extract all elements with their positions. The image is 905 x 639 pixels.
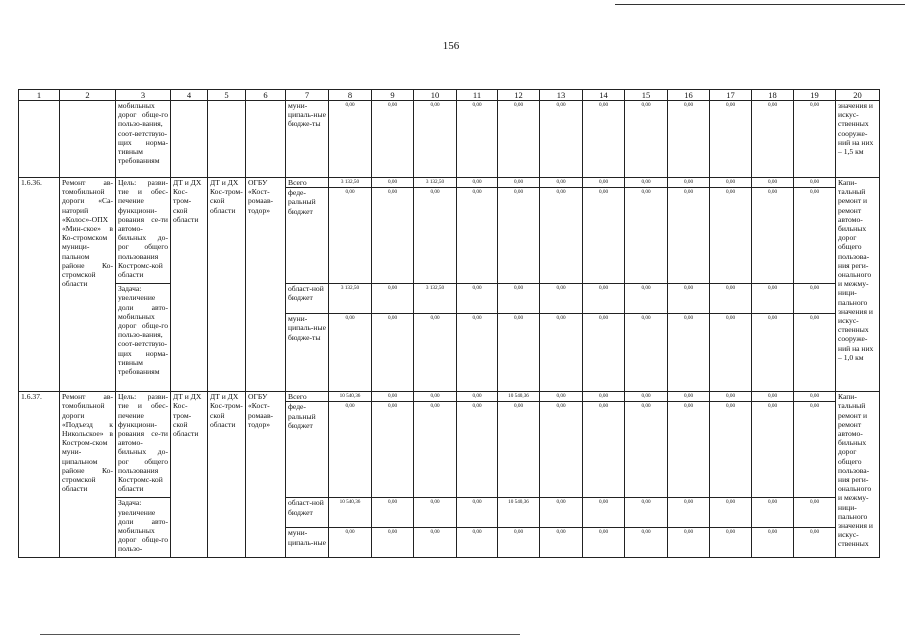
- budget-label: муни-ципаль-ные бюдже-ты: [286, 314, 329, 392]
- executor-1: ДТ и ДХ Кос-тром-ской области: [171, 392, 208, 558]
- value-cell: 0,00: [752, 314, 794, 392]
- col-header: 10: [414, 90, 457, 101]
- budget-label: муни-ципаль-ные бюдже-ты: [286, 101, 329, 178]
- value-cell: 0,00: [752, 101, 794, 178]
- value-cell: 0,00: [372, 402, 414, 498]
- value-cell: 0,00: [457, 314, 498, 392]
- value-cell: 10 540,36: [329, 392, 372, 402]
- value-cell: 0,00: [668, 188, 710, 284]
- col-header: 18: [752, 90, 794, 101]
- task-text: Задача: увеличение доли авто-мобильных дорог обще-го пользо-вания, соот-ветствую-щих норма-тивным требованиям: [116, 284, 171, 392]
- value-cell: 0,00: [752, 284, 794, 314]
- col-header: 6: [246, 90, 286, 101]
- value-cell: 0,00: [668, 392, 710, 402]
- col-header: 11: [457, 90, 498, 101]
- bottom-rule: [40, 634, 520, 635]
- value-cell: 0,00: [540, 528, 583, 558]
- column-number-row: [19, 90, 880, 101]
- value-cell: 0,00: [668, 101, 710, 178]
- value-cell: 0,00: [457, 188, 498, 284]
- col-header: 2: [60, 90, 116, 101]
- value-cell: 0,00: [752, 392, 794, 402]
- col-header: 5: [208, 90, 246, 101]
- value-cell: 0,00: [583, 528, 625, 558]
- value-cell: 0,00: [625, 178, 668, 188]
- value-cell: 0,00: [710, 314, 752, 392]
- value-cell: 0,00: [668, 284, 710, 314]
- budget-label: Всего: [286, 178, 329, 188]
- value-cell: 0,00: [710, 528, 752, 558]
- value-cell: 0,00: [625, 392, 668, 402]
- value-cell: 0,00: [498, 188, 540, 284]
- value-cell: 0,00: [794, 498, 836, 528]
- value-cell: 0,00: [625, 528, 668, 558]
- budget-label: област-ной бюджет: [286, 284, 329, 314]
- indicator-text: Капи-тальный ремонт и ремонт автомо-бильных дорог общего пользова-ния реги-онального и межму-ници-пального значения и искус-ственных сооруже-ний на них – 1,0 км: [836, 178, 880, 392]
- col-header: 15: [625, 90, 668, 101]
- table-row: [19, 284, 880, 314]
- task-text: Задача: увеличение доли авто-мобильных дорог обще-го пользо-: [116, 498, 171, 558]
- value-cell: 0,00: [794, 284, 836, 314]
- top-rule: [615, 4, 905, 5]
- value-cell: 0,00: [668, 498, 710, 528]
- col-header: 20: [836, 90, 880, 101]
- value-cell: 0,00: [583, 188, 625, 284]
- value-cell: 0,00: [372, 392, 414, 402]
- value-cell: 3 132,50: [329, 284, 372, 314]
- value-cell: 0,00: [457, 284, 498, 314]
- budget-label: област-ной бюджет: [286, 498, 329, 528]
- value-cell: 0,00: [583, 498, 625, 528]
- value-cell: 0,00: [372, 284, 414, 314]
- task-text: мобильных дорог обще-го пользо-вания, соот-ветствую-щих норма-тивным требованиям: [116, 101, 171, 178]
- col-header: 8: [329, 90, 372, 101]
- value-cell: 10 540,36: [498, 392, 540, 402]
- value-cell: 0,00: [498, 402, 540, 498]
- value-cell: 0,00: [414, 188, 457, 284]
- value-cell: 0,00: [710, 402, 752, 498]
- value-cell: 0,00: [329, 402, 372, 498]
- value-cell: 0,00: [794, 402, 836, 498]
- table-row: [19, 498, 880, 528]
- value-cell: 3 132,50: [414, 284, 457, 314]
- item-name: Ремонт ав-томобильной дороги «Са-наторий «Колос»-ОПХ «Мин-ское» в Ко-стромском муници-пальном районе Ко-стромской области: [60, 178, 116, 392]
- col-header: 14: [583, 90, 625, 101]
- budget-label: Всего: [286, 392, 329, 402]
- table-row: [19, 178, 880, 188]
- col-header: 7: [286, 90, 329, 101]
- value-cell: 0,00: [498, 178, 540, 188]
- value-cell: 3 132,50: [329, 178, 372, 188]
- col-header: 1: [19, 90, 60, 101]
- executor-3: ОГБУ «Кост-ромаав-тодор»: [246, 392, 286, 558]
- value-cell: 0,00: [414, 314, 457, 392]
- value-cell: 0,00: [540, 178, 583, 188]
- value-cell: 10 540,36: [329, 498, 372, 528]
- col-header: 9: [372, 90, 414, 101]
- value-cell: 0,00: [625, 188, 668, 284]
- value-cell: 0,00: [752, 528, 794, 558]
- value-cell: 0,00: [625, 101, 668, 178]
- value-cell: 0,00: [329, 101, 372, 178]
- table-row: [19, 392, 880, 402]
- value-cell: 10 540,36: [498, 498, 540, 528]
- value-cell: 0,00: [498, 284, 540, 314]
- col-header: 3: [116, 90, 171, 101]
- value-cell: 0,00: [372, 498, 414, 528]
- value-cell: 0,00: [710, 498, 752, 528]
- value-cell: 0,00: [540, 402, 583, 498]
- value-cell: 0,00: [414, 402, 457, 498]
- value-cell: 3 132,50: [414, 178, 457, 188]
- value-cell: 0,00: [498, 528, 540, 558]
- value-cell: 0,00: [794, 101, 836, 178]
- executor-3: ОГБУ «Кост-ромаав-тодор»: [246, 178, 286, 392]
- col-header: 12: [498, 90, 540, 101]
- value-cell: 0,00: [794, 392, 836, 402]
- executor-1: ДТ и ДХ Кос-тром-ской области: [171, 178, 208, 392]
- value-cell: 0,00: [794, 528, 836, 558]
- value-cell: 0,00: [498, 101, 540, 178]
- value-cell: 0,00: [710, 284, 752, 314]
- value-cell: 0,00: [457, 402, 498, 498]
- indicator-text: значения и искус-ственных сооруже-ний на них – 1,5 км: [836, 101, 880, 178]
- value-cell: 0,00: [752, 402, 794, 498]
- value-cell: 0,00: [414, 528, 457, 558]
- value-cell: 0,00: [457, 498, 498, 528]
- budget-label: муни-ципаль-ные: [286, 528, 329, 558]
- value-cell: 0,00: [329, 188, 372, 284]
- value-cell: 0,00: [414, 392, 457, 402]
- col-header: 13: [540, 90, 583, 101]
- value-cell: 0,00: [752, 178, 794, 188]
- value-cell: 0,00: [625, 498, 668, 528]
- value-cell: 0,00: [668, 314, 710, 392]
- value-cell: 0,00: [794, 178, 836, 188]
- value-cell: 0,00: [583, 402, 625, 498]
- value-cell: 0,00: [540, 188, 583, 284]
- value-cell: 0,00: [540, 101, 583, 178]
- value-cell: 0,00: [540, 314, 583, 392]
- value-cell: 0,00: [372, 528, 414, 558]
- budget-label: феде-ральный бюджет: [286, 188, 329, 284]
- goal-text: Цель: разви-тие и обес-печение функциони-рования се-ти автомо-бильных до-рог общего пользования Костромс-кой области: [116, 178, 171, 284]
- value-cell: 0,00: [583, 101, 625, 178]
- value-cell: 0,00: [752, 498, 794, 528]
- value-cell: 0,00: [457, 528, 498, 558]
- value-cell: 0,00: [457, 178, 498, 188]
- value-cell: 0,00: [414, 498, 457, 528]
- value-cell: 0,00: [752, 188, 794, 284]
- value-cell: 0,00: [625, 314, 668, 392]
- value-cell: 0,00: [540, 498, 583, 528]
- value-cell: 0,00: [540, 392, 583, 402]
- item-number: 1.6.36.: [19, 178, 60, 392]
- value-cell: 0,00: [498, 314, 540, 392]
- value-cell: 0,00: [710, 178, 752, 188]
- value-cell: 0,00: [372, 314, 414, 392]
- value-cell: 0,00: [583, 284, 625, 314]
- value-cell: 0,00: [372, 101, 414, 178]
- goal-text: Цель: разви-тие и обес-печение функциони-рования се-ти автомо-бильных до-рог общего пользования Костромс-кой области: [116, 392, 171, 498]
- value-cell: 0,00: [540, 284, 583, 314]
- executor-2: ДТ и ДХ Кос-тром-ской области: [208, 392, 246, 558]
- value-cell: 0,00: [668, 178, 710, 188]
- value-cell: 0,00: [329, 314, 372, 392]
- value-cell: 0,00: [625, 402, 668, 498]
- value-cell: 0,00: [710, 101, 752, 178]
- item-name: Ремонт ав-томобильной дороги «Подъезд к Никольское» в Костром-ском муни-ципальном районе Ко-стромской области: [60, 392, 116, 558]
- value-cell: 0,00: [457, 101, 498, 178]
- value-cell: 0,00: [583, 178, 625, 188]
- value-cell: 0,00: [710, 392, 752, 402]
- value-cell: 0,00: [583, 392, 625, 402]
- value-cell: 0,00: [794, 188, 836, 284]
- value-cell: 0,00: [583, 314, 625, 392]
- value-cell: 0,00: [794, 314, 836, 392]
- indicator-text: Капи-тальный ремонт и ремонт автомо-бильных дорог общего пользова-ния реги-онального и межму-ници-пального значения и искус-ственных: [836, 392, 880, 558]
- value-cell: 0,00: [668, 402, 710, 498]
- page-number: 156: [442, 40, 460, 52]
- value-cell: 0,00: [457, 392, 498, 402]
- value-cell: 0,00: [668, 528, 710, 558]
- col-header: 19: [794, 90, 836, 101]
- value-cell: 0,00: [372, 188, 414, 284]
- value-cell: 0,00: [329, 528, 372, 558]
- value-cell: 0,00: [414, 101, 457, 178]
- table-row: [19, 101, 880, 178]
- value-cell: 0,00: [710, 188, 752, 284]
- col-header: 4: [171, 90, 208, 101]
- value-cell: 0,00: [372, 178, 414, 188]
- col-header: 17: [710, 90, 752, 101]
- value-cell: 0,00: [625, 284, 668, 314]
- item-number: 1.6.37.: [19, 392, 60, 558]
- executor-2: ДТ и ДХ Кос-тром-ской области: [208, 178, 246, 392]
- col-header: 16: [668, 90, 710, 101]
- budget-label: феде-ральный бюджет: [286, 402, 329, 498]
- program-table: [18, 89, 880, 558]
